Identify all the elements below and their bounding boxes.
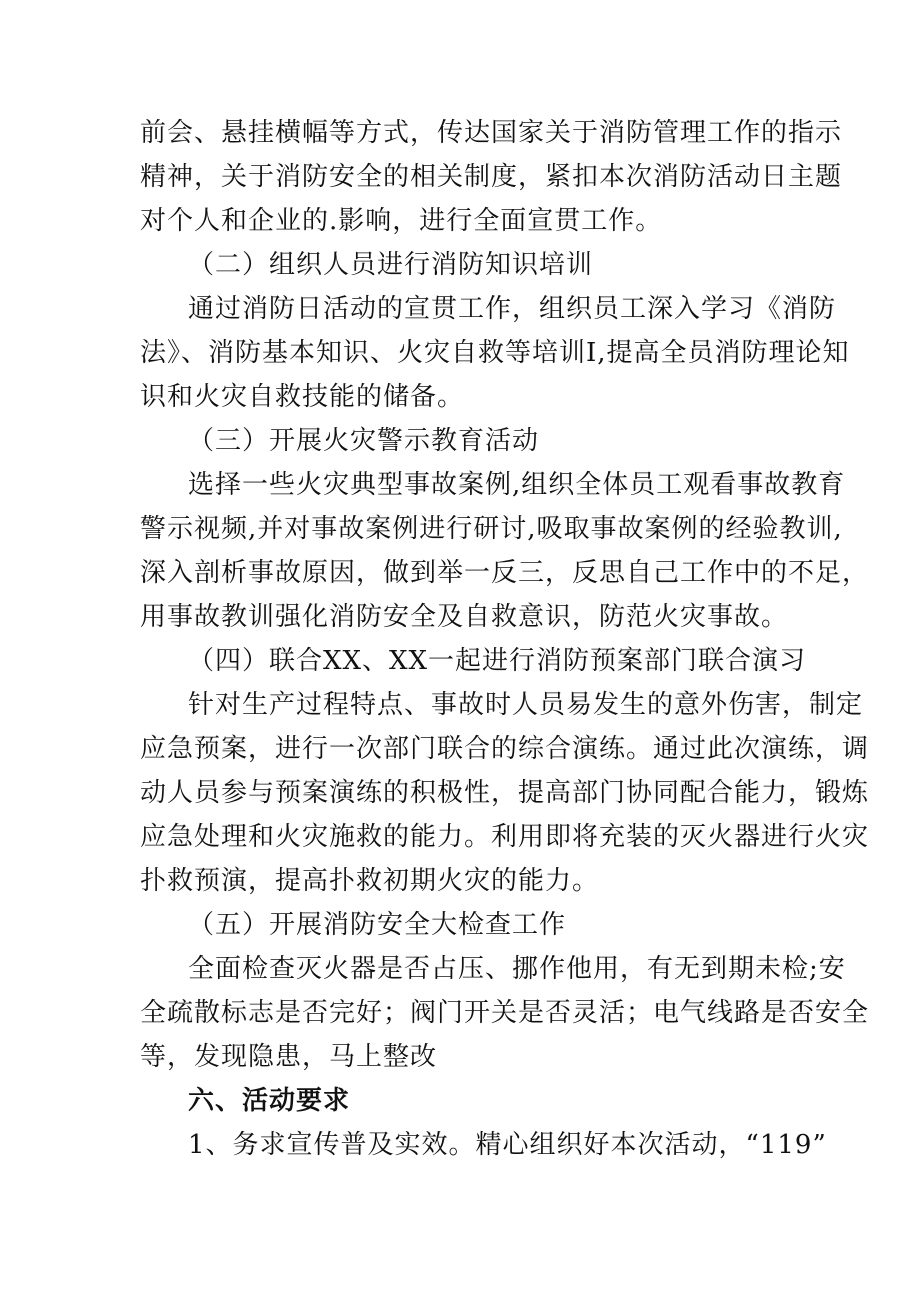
- text-line-17: 应急处理和火灾施救的能力。利用即将充装的灭火器进行火灾: [140, 822, 870, 852]
- text-line-5: 通过消防日活动的宣贯工作，组织员工深入学习《消防: [188, 294, 837, 324]
- text-line-9: 选择一些火灾典型事故案例,组织全体员工观看事故教育: [188, 470, 846, 500]
- section-heading-3: （三）开展火灾警示教育活动: [188, 426, 540, 456]
- text-line-15: 应急预案，进行一次部门联合的综合演练。通过此次演练，调: [140, 734, 870, 764]
- text-line-10: 警示视频,并对事故案例进行研讨,吸取事故案例的经验教训,: [140, 514, 843, 544]
- text-line-14: 针对生产过程特点、事故时人员易发生的意外伤害，制定: [188, 690, 864, 720]
- section-heading-6: 六、活动要求: [188, 1086, 351, 1116]
- text-line-16: 动人员参与预案演练的积极性，提高部门协同配合能力，锻炼: [140, 778, 870, 808]
- text-line-24: 1、务求宣传普及实效。精心组织好本次活动，“119”: [188, 1130, 827, 1160]
- text-line-18: 扑救预演，提高扑救初期火灾的能力。: [140, 866, 600, 896]
- text-line-2: 精神，关于消防安全的相关制度，紧扣本次消防活动日主题: [140, 162, 843, 192]
- text-line-1: 前会、悬挂横幅等方式，传达国家关于消防管理工作的指示: [140, 118, 843, 148]
- text-line-20: 全面检查灭火器是否占压、挪作他用，有无到期未检;安: [188, 954, 846, 984]
- section-heading-2: （二）组织人员进行消防知识培训: [188, 250, 594, 280]
- text-line-22: 等，发现隐患，马上整改: [140, 1042, 438, 1072]
- section-heading-4: （四）联合XX、XX一起进行消防预案部门联合演习: [188, 646, 807, 676]
- text-line-6: 法》、消防基本知识、火灾自救等培训I,提高全员消防理论知: [140, 338, 850, 368]
- section-heading-5: （五）开展消防安全大检查工作: [188, 910, 567, 940]
- text-line-21: 全疏散标志是否完好；阀门开关是否灵活；电气线路是否安全: [140, 998, 870, 1028]
- text-line-12: 用事故教训强化消防安全及自救意识，防范火灾事故。: [140, 602, 789, 632]
- text-line-11: 深入剖析事故原因，做到举一反三，反思自己工作中的不足，: [140, 558, 870, 588]
- text-line-7: 识和火灾自救技能的储备。: [140, 382, 465, 412]
- text-line-3: 对个人和企业的.影响，进行全面宣贯工作。: [140, 206, 663, 236]
